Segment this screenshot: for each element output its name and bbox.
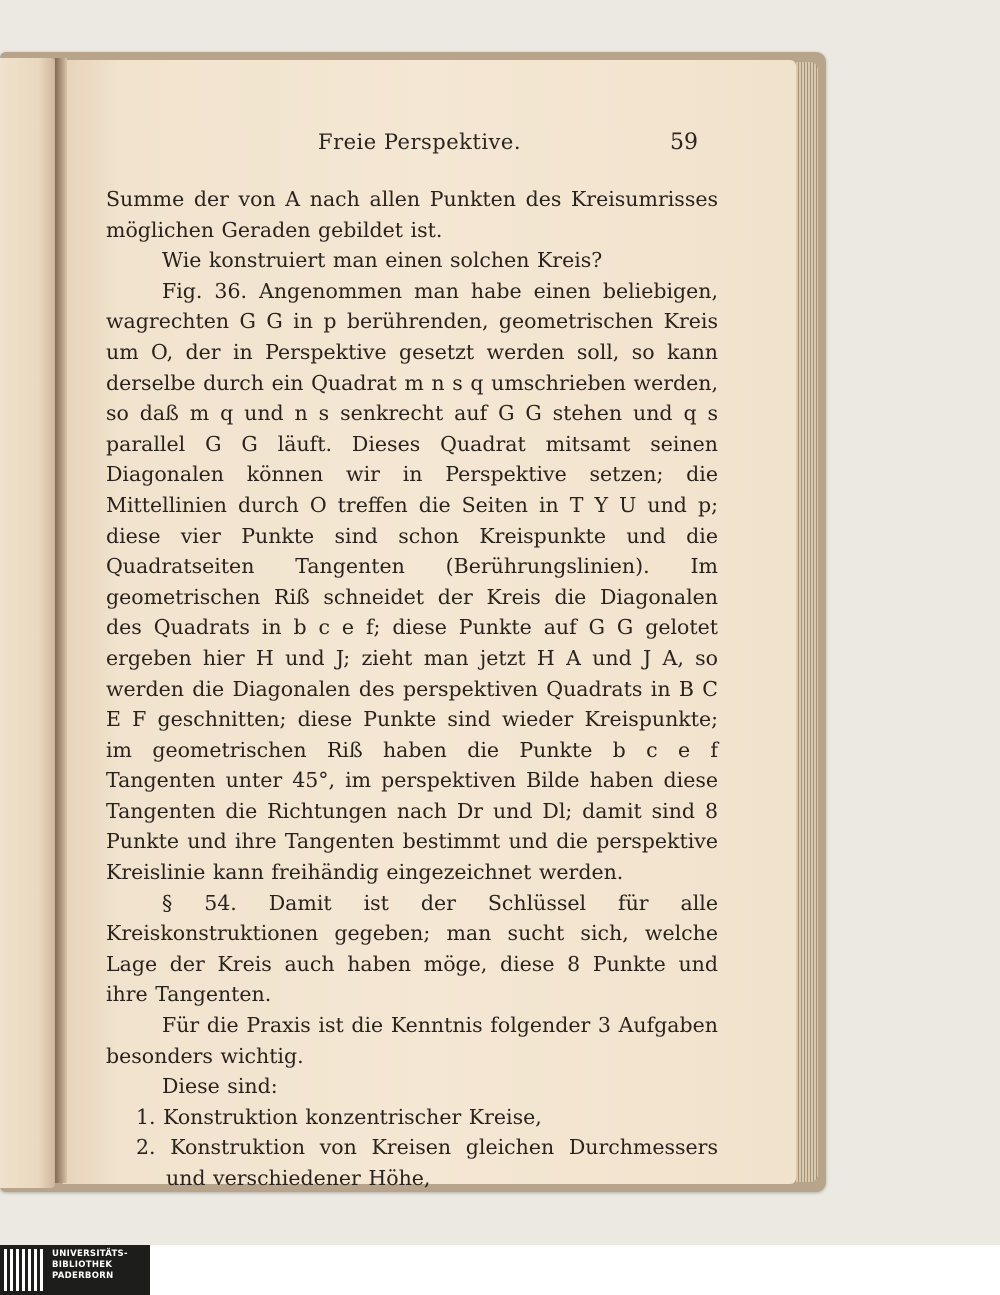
logo-line: PADERBORN [52, 1271, 114, 1281]
paragraph-practice: Für die Praxis ist die Kenntnis folgender 3 Aufgaben besonders wichtig. [106, 1013, 718, 1068]
library-logo [0, 1245, 150, 1295]
library-logo-text [52, 1249, 148, 1282]
book-gutter [55, 58, 67, 1183]
list-item: 1. Konstruktion konzentrischer Kreise, [136, 1104, 542, 1129]
left-page-edge [0, 58, 55, 1188]
barcode-logo-icon [4, 1249, 44, 1291]
paragraph-question: Wie konstruiert man einen solchen Kreis? [162, 248, 603, 273]
logo-line: UNIVERSITÄTS- [52, 1249, 128, 1259]
paragraph-section-54: § 54. Damit ist der Schlüssel für alle Kreiskonstruktionen gegeben; man sucht sich, welche Lage der Kreis auch haben möge, diese 8 Punkte und ihre Tangenten. [106, 890, 718, 1007]
list-item: 2. Konstruktion von Kreisen gleichen Durchmessers und verschiedener Höhe, [136, 1135, 718, 1190]
logo-line: BIBLIOTHEK [52, 1260, 113, 1270]
paragraph-list-intro: Diese sind: [162, 1074, 278, 1099]
paragraph-fig-36: Fig. 36. Angenommen man habe einen beliebigen, wagrechten G G in p berührenden, geometrischen Kreis um O, der in Perspektive gesetzt werden soll, so kann derselbe durch ein Quadrat m n s q umschrieben werden, so daß m q und n s senkrecht auf G G stehen und q s parallel G G läuft. Dieses Quadrat mitsamt seinen Diagonalen können wir in Perspektive setzen; die Mittellinien durch O treffen die Seiten in T Y U und p; diese vier Punkte sind schon Kreispunkte und die Quadratseiten Tangenten (Berührungslinien). Im geometrischen Riß schneidet der Kreis die Diagonalen des Quadrats in b c e f; diese Punkte auf G G gelotet ergeben hier H und J; zieht man jetzt H A und J A, so werden die Diagonalen des perspektiven Quadrats in B C E F geschnitten; diese Punkte sind wieder Kreispunkte; im geometrischen Riß haben die Punkte b c e f Tangenten unter 45°, im perspektiven Bilde haben diese Tangenten die Richtungen nach Dr und Dl; damit sind 8 Punkte und ihre Tangenten bestimmt und die perspektive Kreislinie kann freihändig eingezeichnet werden. [106, 278, 718, 885]
page-number: 59 [670, 130, 698, 155]
running-head: Freie Perspektive. [318, 130, 522, 154]
page-body [106, 184, 718, 1194]
viewer-footer [0, 1245, 1000, 1295]
paragraph-continuation: Summe der von A nach allen Punkten des Kreisumrisses möglichen Geraden gebildet ist. [106, 187, 718, 242]
